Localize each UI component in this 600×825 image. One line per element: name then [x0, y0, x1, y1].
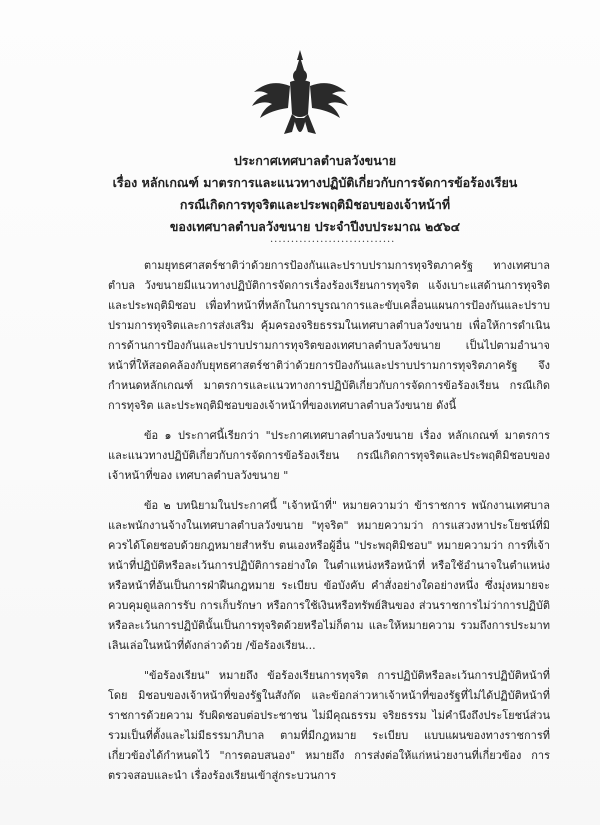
document-body — [108, 256, 550, 786]
garuda-emblem-graphic — [248, 48, 352, 148]
title-line-3: กรณีเกิดการทุจริตและประพฤติมิชอบของเจ้าหน้าที่ — [179, 197, 451, 212]
title-line-1: ประกาศเทศบาลตำบลวังขนาย — [233, 153, 397, 168]
paragraph-definition-complaint: "ข้อร้องเรียน" หมายถึง ข้อร้องเรียนการทุจริต การปฏิบัติหรือละเว้นการปฏิบัติหน้าที่โดย มิชอบของเจ้าหน้าที่ของรัฐในสังกัด และข้อกล่าวหาเจ้าหน้าที่ของรัฐที่ไม่ได้ปฏิบัติหน้าที่ราชการด้วยความ รับผิดชอบต่อประชาชน ไม่มีคุณธรรม จริยธรรม ไม่คำนึงถึงประโยชน์ส่วนรวมเป็นที่ตั้งและไม่มีธรรมาภิบาล ตามที่มีกฎหมาย ระเบียบ แบบแผนของทางราชการที่เกี่ยวข้องได้กำหนดไว้ "การตอบสนอง" หมายถึง การส่งต่อให้แก่หน่วยงานที่เกี่ยวข้อง การตรวจสอบและนำ เรื่องร้องเรียนเข้าสู่กระบวนการ — [108, 669, 550, 782]
paragraph-clause-2: ข้อ ๒ บทนิยามในประกาศนี้ "เจ้าหน้าที่" หมายความว่า ข้าราชการ พนักงานเทศบาลและพนักงานจ้างในเทศบาลตำบลวังขนาย "ทุจริต" หมายความว่า การแสวงหาประโยชน์ที่มิควรได้โดยชอบด้วยกฎหมายสำหรับ ตนเองหรือผู้อื่น "ประพฤติมิชอบ" หมายความว่า การที่เจ้าหน้าที่ปฏิบัติหรือละเว้นการปฏิบัติการอย่างใด ในตำแหน่งหรือหน้าที่ หรือใช้อำนาจในตำแหน่งหรือหน้าที่อันเป็นการฝ่าฝืนกฎหมาย ระเบียบ ข้อบังคับ คำสั่งอย่างใดอย่างหนึ่ง ซึ่งมุ่งหมายจะควบคุมดูแลการรับ การเก็บรักษา หรือการใช้เงินหรือทรัพย์สินของ ส่วนราชการไม่ว่าการปฏิบัติหรือละเว้นการปฏิบัตินั้นเป็นการทุจริตด้วยหรือไม่ก็ตาม และให้หมายความ รวมถึงการประมาทเลินเล่อในหน้าที่ดังกล่าวด้วย /ข้อร้องเรียน... — [108, 499, 550, 652]
paragraph-clause-1: ข้อ ๑ ประกาศนี้เรียกว่า "ประกาศเทศบาลตำบลวังขนาย เรื่อง หลักเกณฑ์ มาตรการและแนวทางปฏิบัติเกี่ยวกับการจัดการข้อร้องเรียน กรณีเกิดการทุจริตและประพฤติมิชอบของเจ้าหน้าที่ของ เทศบาลตำบลวังขนาย " — [108, 429, 550, 482]
garuda-emblem-icon — [248, 48, 352, 148]
paragraph-preamble: ตามยุทธศาสตร์ชาติว่าด้วยการป้องกันและปราบปรามการทุจริตภาครัฐ ทางเทศบาลตำบล วังขนายมีแนวทางปฏิบัติการจัดการเรื่องร้องเรียนการทุจริต แจ้งเบาะแสด้านการทุจริตและประพฤติมิชอบ เพื่อทำหน้าที่หลักในการบูรณาการและขับเคลื่อนแผนการป้องกันและปราบปรามการทุจริตและการส่งเสริม คุ้มครองจริยธรรมในเทศบาลตำบลวังขนาย เพื่อให้การดำเนินการด้านการป้องกันและปราบปรามการทุจริตของเทศบาลตำบลวังขนาย เป็นไปตามอำนาจหน้าที่ให้สอดคล้องกับยุทธศาสตร์ชาติว่าด้วยการป้องกันและปราบปรามการทุจริตภาครัฐ จึงกำหนดหลักเกณฑ์ มาตรการและแนวทางการปฏิบัติเกี่ยวกับการจัดการข้อร้องเรียน กรณีเกิดการทุจริต และประพฤติมิชอบของเจ้าหน้าที่ของเทศบาลตำบลวังขนาย ดังนี้ — [108, 259, 550, 412]
title-divider: .............................. — [270, 234, 396, 245]
title-line-4: ของเทศบาลตำบลวังขนาย ประจำปีงบประมาณ ๒๕๖๔ — [169, 219, 461, 234]
document-title — [110, 150, 520, 238]
title-line-2: เรื่อง หลักเกณฑ์ มาตรการและแนวทางปฏิบัติเกี่ยวกับการจัดการข้อร้องเรียน — [112, 175, 518, 190]
